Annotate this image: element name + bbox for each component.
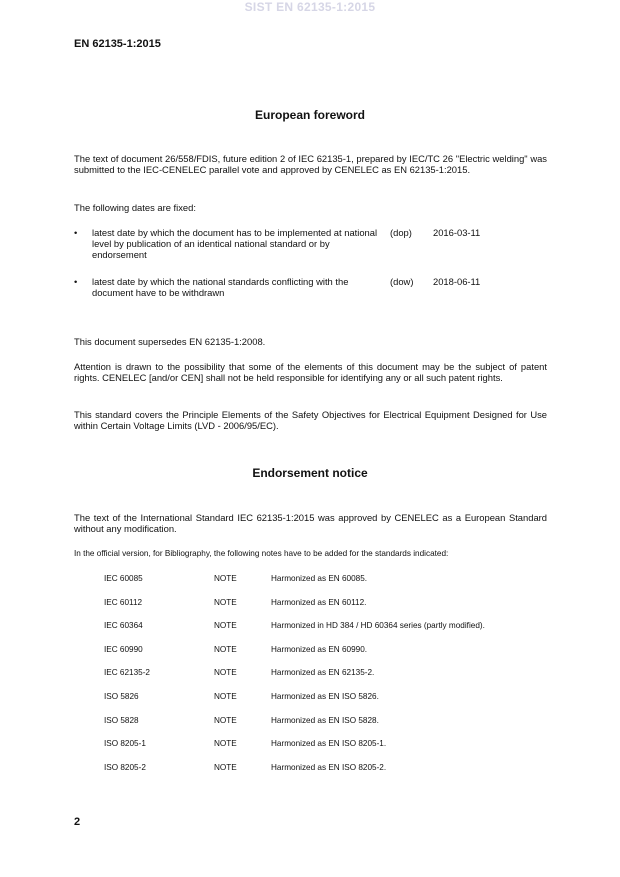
note-standard: IEC 62135-2 (104, 668, 150, 678)
note-label: NOTE (214, 644, 237, 654)
note-label: NOTE (214, 692, 237, 701)
note-text: Harmonized as EN ISO 8205-1. (271, 739, 387, 749)
note-standard: IEC 60112 (104, 597, 143, 607)
note-standard: ISO 8205-1 (104, 739, 146, 749)
endorsement-paragraph-1: The text of the International Standard IEC 62135-1:2015 was approved by CENELEC as a European Standard without any modification. (74, 512, 547, 534)
note-row (0, 598, 620, 609)
note-row (0, 763, 620, 774)
note-row (0, 668, 620, 679)
note-text: Harmonized as EN ISO 5826. (271, 692, 379, 701)
foreword-paragraph-4: Attention is drawn to the possibility that some of the elements of this document may be the subject of patent rights. CENELEC [and/or CEN] shall not be held responsible for identifying any or all such patent rights. (74, 361, 547, 383)
note-label: NOTE (214, 715, 237, 725)
note-standard: IEC 60085 (104, 574, 143, 583)
document-header: EN 62135-1:2015 (74, 38, 161, 50)
date-item-date: 2018-06-11 (433, 276, 481, 287)
bullet-symbol: • (74, 276, 78, 287)
date-item-code: (dop) (390, 227, 412, 238)
note-text: Harmonized as EN ISO 5828. (271, 715, 379, 725)
watermark: SIST EN 62135-1:2015 (244, 0, 376, 14)
note-standard: IEC 60990 (104, 644, 143, 654)
note-text: Harmonized as EN 60990. (271, 644, 368, 654)
note-text: Harmonized in HD 384 / HD 60364 series (partly modified). (271, 621, 485, 631)
page-number: 2 (74, 816, 81, 828)
foreword-paragraph-2: The following dates are fixed: (74, 202, 196, 213)
note-label: NOTE (214, 574, 237, 583)
note-label: NOTE (214, 597, 237, 607)
note-text: Harmonized as EN 60085. (271, 574, 368, 583)
date-item-date: 2016-03-11 (433, 227, 481, 238)
note-row (0, 621, 620, 632)
foreword-paragraph-3: This document supersedes EN 62135-1:2008. (74, 336, 266, 347)
note-label: NOTE (214, 762, 237, 772)
note-standard: ISO 5826 (104, 692, 139, 701)
note-row (0, 574, 620, 585)
endorsement-paragraph-2: In the official version, for Bibliography, the following notes have to be added for the standards indicated: (74, 549, 449, 558)
foreword-paragraph-1: The text of document 26/558/FDIS, future edition 2 of IEC 62135-1, prepared by IEC/TC 26 "Electric welding" was submitted to the IEC-CENELEC parallel vote and approved by CENELEC as EN 62135-1:2015. (74, 153, 547, 175)
note-text: Harmonized as EN 60112. (271, 597, 367, 607)
note-standard: IEC 60364 (104, 621, 143, 631)
bullet-symbol: • (74, 227, 78, 238)
note-label: NOTE (214, 621, 237, 631)
note-row (0, 645, 620, 656)
date-item-text: latest date by which the national standards conflicting with the document have to be withdrawn (92, 276, 349, 298)
date-item-text: latest date by which the document has to be implemented at national level by publication of an identical national standard or by endorsement (92, 227, 378, 260)
foreword-title: European foreword (254, 108, 365, 122)
note-label: NOTE (214, 668, 237, 678)
foreword-paragraph-5: This standard covers the Principle Elements of the Safety Objectives for Electrical Equipment Designed for Use within Certain Voltage Limits (LVD - 2006/95/EC). (74, 409, 547, 431)
note-row (0, 692, 620, 703)
note-standard: ISO 8205-2 (104, 762, 146, 772)
note-row (0, 739, 620, 750)
note-label: NOTE (214, 739, 237, 749)
note-text: Harmonized as EN 62135-2. (271, 668, 375, 678)
endorsement-title: Endorsement notice (252, 466, 368, 480)
note-row (0, 716, 620, 727)
note-standard: ISO 5828 (104, 715, 139, 725)
date-item-code: (dow) (390, 276, 414, 287)
note-text: Harmonized as EN ISO 8205-2. (271, 762, 387, 772)
